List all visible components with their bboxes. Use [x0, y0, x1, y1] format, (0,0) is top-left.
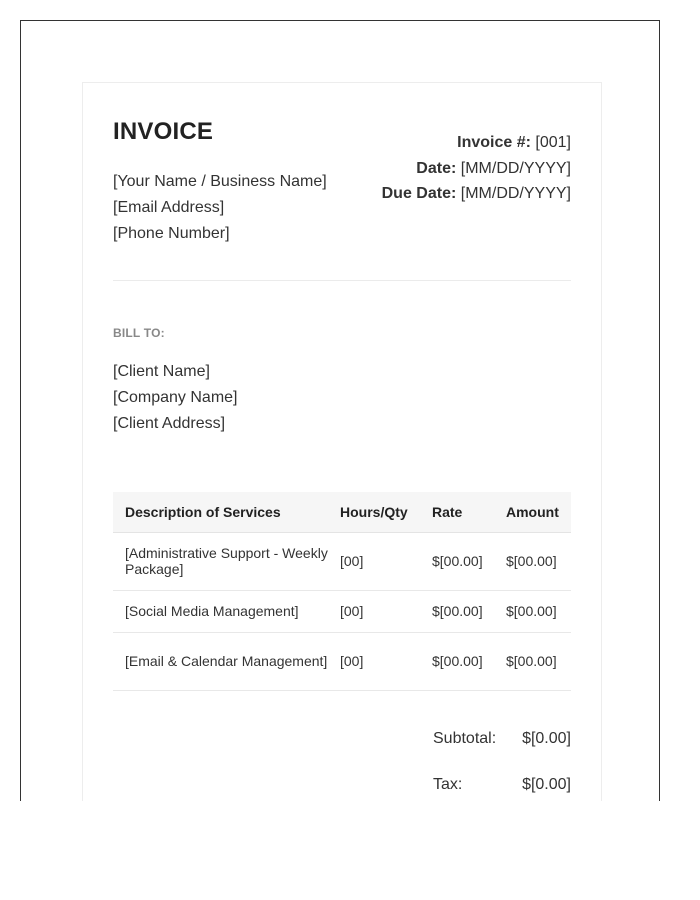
bill-to-label: BILL TO:	[113, 326, 165, 340]
invoice-date-line	[382, 156, 571, 182]
sender-name: [Your Name / Business Name]	[113, 173, 327, 190]
row-amount: $[00.00]	[494, 532, 571, 590]
row-qty: [00]	[328, 532, 420, 590]
due-date-line	[382, 181, 571, 207]
header-divider	[113, 280, 571, 281]
client-address: [Client Address]	[113, 415, 226, 432]
header-amount: Amount	[494, 492, 571, 532]
invoice-date: [MM/DD/YYYY]	[460, 159, 571, 177]
client-company: [Company Name]	[113, 389, 238, 406]
table-row	[113, 632, 571, 690]
table-row	[113, 590, 571, 632]
invoice-meta	[382, 130, 571, 207]
invoice-number-label: Invoice #:	[457, 134, 531, 151]
row-qty: [00]	[328, 590, 420, 632]
client-name: [Client Name]	[113, 363, 210, 380]
sender-email: [Email Address]	[113, 199, 225, 216]
row-rate: $[00.00]	[420, 590, 494, 632]
row-description: [Email & Calendar Management]	[113, 632, 328, 690]
tax-value: $[0.00]	[522, 776, 571, 793]
row-qty: [00]	[328, 632, 420, 690]
sender-details	[113, 169, 327, 247]
totals-block	[433, 730, 571, 801]
invoice-title: INVOICE	[113, 118, 214, 145]
services-table	[113, 492, 571, 691]
bill-to-details	[113, 359, 238, 437]
subtotal-row	[433, 730, 571, 776]
row-amount: $[00.00]	[494, 632, 571, 690]
subtotal-value: $[0.00]	[522, 730, 571, 747]
header-qty: Hours/Qty	[328, 492, 420, 532]
tax-label: Tax:	[433, 776, 463, 793]
due-date-label: Due Date:	[381, 185, 457, 202]
invoice-number-line	[382, 130, 571, 156]
header-description: Description of Services	[113, 492, 328, 532]
document-viewport	[20, 20, 660, 801]
due-date: [MM/DD/YYYY]	[460, 185, 571, 202]
row-rate: $[00.00]	[420, 532, 494, 590]
row-amount: $[00.00]	[494, 590, 571, 632]
subtotal-label: Subtotal:	[433, 730, 497, 747]
row-description: [Social Media Management]	[113, 590, 328, 632]
row-rate: $[00.00]	[420, 632, 494, 690]
row-description: [Administrative Support - Weekly Package]	[113, 532, 328, 590]
invoice-date-label: Date:	[416, 159, 457, 177]
invoice-number: [001]	[535, 134, 571, 151]
table-row	[113, 532, 571, 590]
sender-phone: [Phone Number]	[113, 225, 230, 242]
header-rate: Rate	[420, 492, 494, 532]
invoice-sheet	[82, 82, 602, 801]
tax-row	[433, 776, 571, 801]
table-header-row	[113, 492, 571, 532]
